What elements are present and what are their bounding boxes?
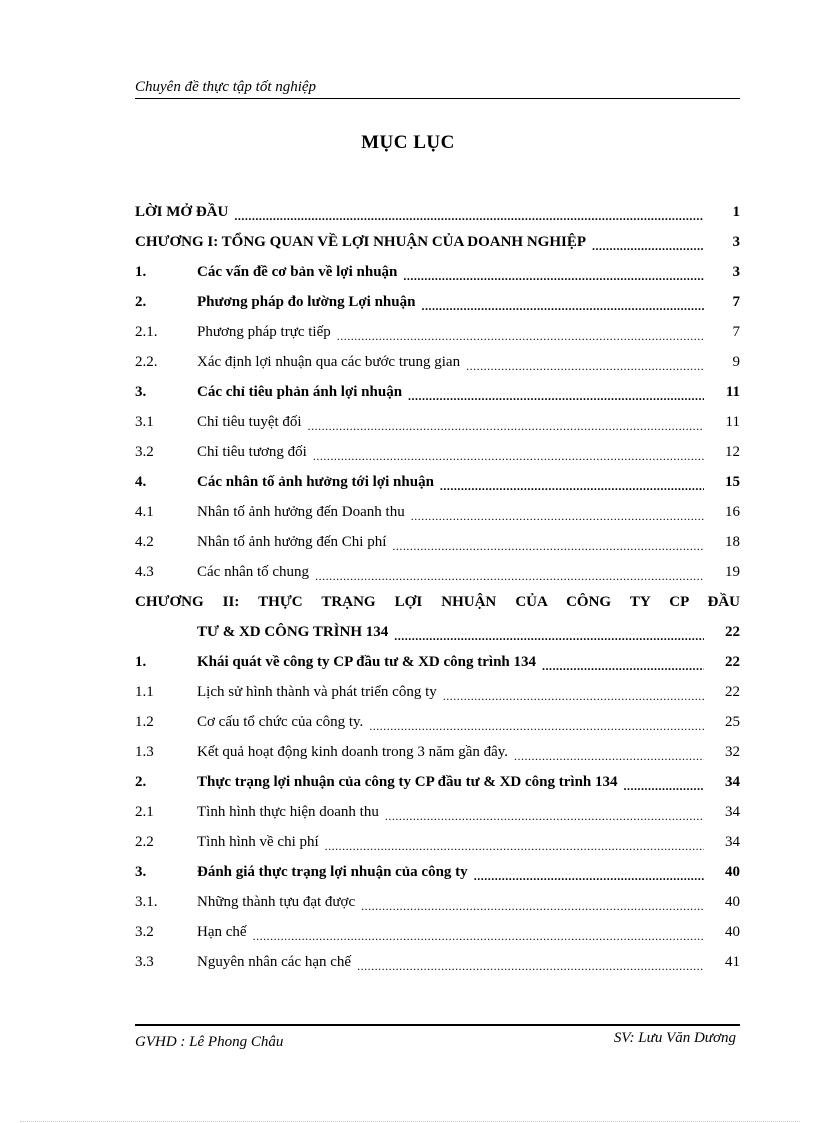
toc-label: Các chỉ tiêu phản ánh lợi nhuận bbox=[197, 384, 403, 400]
toc-number: 3.2 bbox=[135, 444, 154, 460]
toc-leader bbox=[315, 557, 704, 587]
toc-number: 3.2 bbox=[135, 924, 154, 940]
toc-page-number: 12 bbox=[725, 444, 740, 460]
toc-leader bbox=[443, 677, 704, 707]
toc-label: LỜI MỞ ĐẦU bbox=[135, 204, 229, 220]
toc-label: Khái quát về công ty CP đầu tư & XD công trình 134 bbox=[197, 654, 537, 670]
toc-leader bbox=[592, 227, 704, 257]
toc-number: 3.1. bbox=[135, 894, 158, 910]
toc-leader bbox=[466, 347, 704, 377]
toc-entry[interactable] bbox=[135, 827, 740, 857]
toc-number: 3. bbox=[135, 864, 147, 880]
toc-label: Lịch sử hình thành và phát triển công ty bbox=[197, 684, 437, 700]
toc-entry[interactable] bbox=[135, 467, 740, 497]
toc-label: Nhân tố ảnh hưởng đến Chi phí bbox=[197, 534, 387, 550]
toc-leader bbox=[403, 257, 704, 287]
toc-leader bbox=[357, 947, 704, 977]
toc-number: 1.2 bbox=[135, 714, 154, 730]
toc-page-number: 40 bbox=[725, 864, 740, 880]
toc-page-number: 22 bbox=[725, 654, 740, 670]
toc-page-number: 22 bbox=[725, 624, 740, 640]
toc-page-number: 19 bbox=[725, 564, 740, 580]
toc-page-number: 7 bbox=[732, 294, 740, 310]
table-of-contents bbox=[135, 197, 740, 977]
toc-entry[interactable] bbox=[135, 227, 740, 257]
toc-page-number: 9 bbox=[732, 354, 740, 370]
toc-page-number: 15 bbox=[725, 474, 740, 490]
toc-page-number: 11 bbox=[725, 384, 740, 400]
toc-label: Các nhân tố chung bbox=[197, 564, 310, 580]
toc-label: Thực trạng lợi nhuận của công ty CP đầu tư & XD công trình 134 bbox=[197, 774, 618, 790]
footer-student: SV: Lưu Văn Dương bbox=[613, 1030, 736, 1046]
toc-label: Xác định lợi nhuận qua các bước trung gian bbox=[197, 354, 461, 370]
toc-label: Chỉ tiêu tuyệt đối bbox=[197, 414, 302, 430]
toc-label: Nhân tố ảnh hưởng đến Doanh thu bbox=[197, 504, 405, 520]
toc-leader bbox=[325, 827, 704, 857]
toc-entry[interactable] bbox=[135, 197, 740, 227]
toc-part-1 bbox=[135, 197, 740, 587]
toc-entry[interactable] bbox=[135, 527, 740, 557]
toc-number: 2.2 bbox=[135, 834, 154, 850]
page-footer bbox=[135, 1024, 740, 1056]
toc-leader bbox=[308, 407, 704, 437]
toc-number: 1.1 bbox=[135, 684, 154, 700]
toc-leader bbox=[411, 497, 704, 527]
toc-leader bbox=[313, 437, 704, 467]
toc-entry[interactable] bbox=[135, 677, 740, 707]
toc-entry[interactable] bbox=[135, 437, 740, 467]
toc-number: 4.1 bbox=[135, 504, 154, 520]
toc-number: 1.3 bbox=[135, 744, 154, 760]
toc-entry[interactable] bbox=[135, 767, 740, 797]
toc-label: Tình hình về chi phí bbox=[197, 834, 319, 850]
toc-label: Các vấn đề cơ bản về lợi nhuận bbox=[197, 264, 398, 280]
toc-leader bbox=[440, 467, 704, 497]
toc-entry[interactable] bbox=[135, 317, 740, 347]
toc-label: Kết quả hoạt động kinh doanh trong 3 năm gần đây. bbox=[197, 744, 509, 760]
toc-page-number: 11 bbox=[725, 414, 740, 430]
toc-label: Các nhân tố ảnh hưởng tới lợi nhuận bbox=[197, 474, 434, 490]
page-header bbox=[135, 76, 740, 99]
toc-page-number: 40 bbox=[725, 924, 740, 940]
toc-entry[interactable] bbox=[135, 557, 740, 587]
toc-label: Hạn chế bbox=[197, 924, 247, 940]
toc-number: 2.1 bbox=[135, 804, 154, 820]
footer-advisor: GVHD : Lê Phong Châu bbox=[135, 1034, 284, 1050]
toc-page-number: 40 bbox=[725, 894, 740, 910]
toc-label: Nguyên nhân các hạn chế bbox=[197, 954, 352, 970]
toc-label: TƯ & XD CÔNG TRÌNH 134 bbox=[197, 624, 389, 640]
toc-leader bbox=[474, 857, 704, 887]
toc-label: Phương pháp trực tiếp bbox=[197, 324, 331, 340]
toc-leader bbox=[337, 317, 704, 347]
toc-number: 4. bbox=[135, 474, 147, 490]
toc-part-2 bbox=[135, 647, 740, 977]
toc-number: 2.2. bbox=[135, 354, 158, 370]
toc-page-number: 3 bbox=[732, 234, 740, 250]
toc-chapter-2-line1: CHƯƠNG II: THỰC TRẠNG LỢI NHUẬN CỦA CÔNG TY CP ĐẦU bbox=[135, 594, 740, 610]
toc-leader bbox=[369, 707, 704, 737]
toc-entry[interactable] bbox=[135, 497, 740, 527]
toc-entry[interactable] bbox=[135, 947, 740, 977]
toc-number: 2. bbox=[135, 774, 147, 790]
toc-leader bbox=[253, 917, 704, 947]
toc-number: 3. bbox=[135, 384, 147, 400]
toc-number: 2.1. bbox=[135, 324, 158, 340]
toc-label: Đánh giá thực trạng lợi nhuận của công ty bbox=[197, 864, 468, 880]
toc-label: Phương pháp đo lường Lợi nhuận bbox=[197, 294, 416, 310]
toc-chapter-2[interactable] bbox=[135, 587, 740, 647]
toc-label: Những thành tựu đạt được bbox=[197, 894, 356, 910]
toc-label: Tình hình thực hiện doanh thu bbox=[197, 804, 379, 820]
toc-entry[interactable] bbox=[135, 647, 740, 677]
toc-entry[interactable] bbox=[135, 257, 740, 287]
toc-number: 3.3 bbox=[135, 954, 154, 970]
toc-page-number: 18 bbox=[725, 534, 740, 550]
toc-leader bbox=[542, 647, 704, 677]
toc-number: 1. bbox=[135, 654, 147, 670]
toc-entry[interactable] bbox=[135, 347, 740, 377]
toc-page-number: 25 bbox=[725, 714, 740, 730]
toc-number: 3.1 bbox=[135, 414, 154, 430]
toc-entry[interactable] bbox=[135, 887, 740, 917]
toc-entry[interactable] bbox=[135, 737, 740, 767]
toc-leader bbox=[624, 767, 704, 797]
toc-number: 2. bbox=[135, 294, 147, 310]
toc-leader bbox=[408, 377, 704, 407]
toc-page-number: 34 bbox=[725, 834, 740, 850]
toc-page-number: 41 bbox=[725, 954, 740, 970]
toc-entry[interactable] bbox=[135, 857, 740, 887]
toc-page-number: 7 bbox=[732, 324, 740, 340]
toc-leader bbox=[394, 617, 704, 647]
toc-page-number: 1 bbox=[732, 204, 740, 220]
header-text: Chuyên đề thực tập tốt nghiệp bbox=[135, 79, 317, 95]
toc-label: Chỉ tiêu tương đối bbox=[197, 444, 307, 460]
toc-entry[interactable] bbox=[135, 797, 740, 827]
toc-page-number: 34 bbox=[725, 804, 740, 820]
toc-leader bbox=[361, 887, 704, 917]
toc-entry[interactable] bbox=[135, 287, 740, 317]
toc-label: CHƯƠNG I: TỔNG QUAN VỀ LỢI NHUẬN CỦA DOANH NGHIỆP bbox=[135, 234, 587, 250]
toc-leader bbox=[392, 527, 704, 557]
toc-page-number: 22 bbox=[725, 684, 740, 700]
toc-page-number: 34 bbox=[725, 774, 740, 790]
toc-entry[interactable] bbox=[135, 707, 740, 737]
toc-entry[interactable] bbox=[135, 377, 740, 407]
toc-entry[interactable] bbox=[135, 917, 740, 947]
toc-number: 1. bbox=[135, 264, 147, 280]
toc-leader bbox=[234, 197, 704, 227]
toc-chapter-2-line2 bbox=[135, 617, 740, 647]
toc-number: 4.2 bbox=[135, 534, 154, 550]
toc-leader bbox=[421, 287, 704, 317]
toc-number: 4.3 bbox=[135, 564, 154, 580]
toc-page-number: 3 bbox=[732, 264, 740, 280]
toc-page-number: 32 bbox=[725, 744, 740, 760]
toc-entry[interactable] bbox=[135, 407, 740, 437]
page-edge-divider bbox=[20, 1121, 800, 1122]
toc-leader bbox=[385, 797, 704, 827]
toc-leader bbox=[514, 737, 704, 767]
toc-page-number: 16 bbox=[725, 504, 740, 520]
page-title: MỤC LỤC bbox=[361, 132, 455, 153]
toc-label: Cơ cấu tổ chức của công ty. bbox=[197, 714, 364, 730]
